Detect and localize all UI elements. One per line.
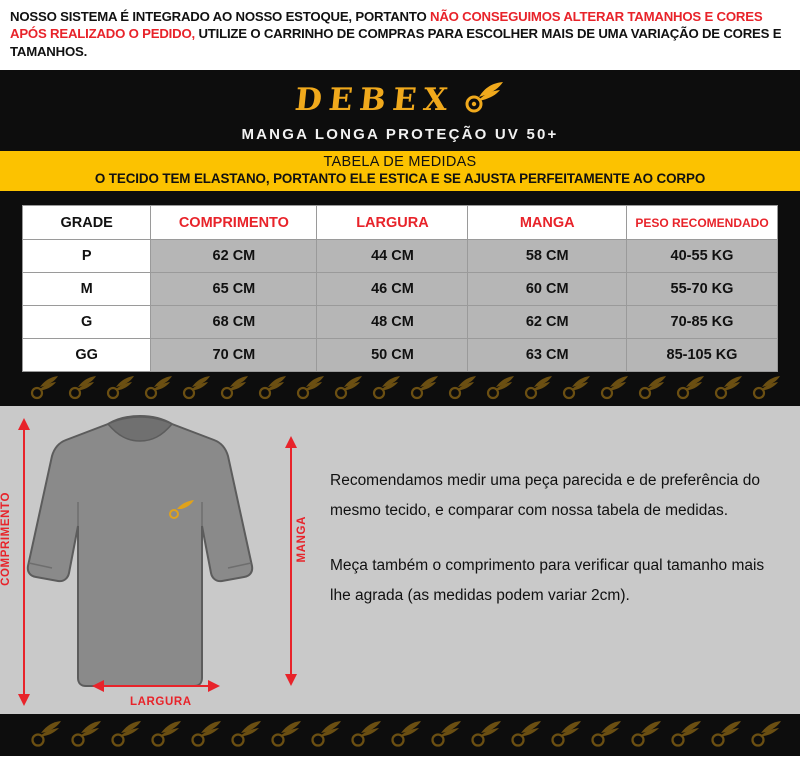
cell-comprimento: 62 CM — [151, 240, 317, 273]
cell-comprimento: 70 CM — [151, 339, 317, 372]
measurements-table — [22, 205, 778, 372]
winged-wheel-pattern-icon — [30, 376, 790, 402]
measurements-table-section — [0, 191, 800, 372]
measurements-banner — [0, 151, 800, 191]
shirt-diagram — [0, 406, 320, 714]
cell-largura: 50 CM — [317, 339, 468, 372]
cell-peso: 40-55 KG — [626, 240, 777, 273]
long-sleeve-shirt-illustration — [0, 406, 320, 714]
label-manga: MANGA — [296, 516, 308, 563]
table-header-comprimento: COMPRIMENTO — [151, 206, 317, 240]
table-header-grade: GRADE — [23, 206, 151, 240]
stock-notice — [0, 0, 800, 70]
cell-manga: 62 CM — [468, 306, 627, 339]
table-row — [23, 240, 778, 273]
instruction-paragraph-2: Meça também o comprimento para verificar qual tamanho mais lhe agrada (as medidas podem variar 2cm). — [330, 557, 765, 604]
brand-header — [0, 70, 800, 151]
cell-grade: GG — [23, 339, 151, 372]
table-header-manga: MANGA — [468, 206, 627, 240]
table-row — [23, 339, 778, 372]
table-row — [23, 306, 778, 339]
notice-text-highlight: NÃO CONSEGUIMOS ALTERAR TAMANHOS E CORES APÓS REALIZADO O PEDIDO, — [10, 9, 763, 42]
cell-largura: 44 CM — [317, 240, 468, 273]
cell-peso: 55-70 KG — [626, 273, 777, 306]
winged-wheel-icon — [461, 81, 505, 120]
notice-text-part2: UTILIZE O CARRINHO DE COMPRAS PARA ESCOLHER MAIS DE UMA VARIAÇÃO DE CORES E TAMANHOS. — [10, 26, 782, 59]
cell-manga: 58 CM — [468, 240, 627, 273]
cell-manga: 60 CM — [468, 273, 627, 306]
cell-peso: 70-85 KG — [626, 306, 777, 339]
table-header-largura: LARGURA — [317, 206, 468, 240]
cell-comprimento: 68 CM — [151, 306, 317, 339]
diagram-section — [0, 406, 800, 714]
banner-title: TABELA DE MEDIDAS — [323, 154, 477, 171]
cell-largura: 46 CM — [317, 273, 468, 306]
cell-grade: M — [23, 273, 151, 306]
winged-wheel-pattern-icon — [30, 720, 790, 750]
wing-pattern-strip-top — [0, 372, 800, 406]
measuring-instructions — [320, 406, 800, 714]
instruction-paragraph-1: Recomendamos medir uma peça parecida e de preferência do mesmo tecido, e comparar com nossa tabela de medidas. — [330, 472, 760, 519]
cell-manga: 63 CM — [468, 339, 627, 372]
brand-wordmark: DEBEX — [293, 82, 457, 119]
notice-text-part1: NOSSO SISTEMA É INTEGRADO AO NOSSO ESTOQUE, PORTANTO — [10, 9, 430, 24]
cell-comprimento: 65 CM — [151, 273, 317, 306]
cell-largura: 48 CM — [317, 306, 468, 339]
brand-subtitle: MANGA LONGA PROTEÇÃO UV 50+ — [241, 126, 559, 144]
table-header-peso: PESO RECOMENDADO — [626, 206, 777, 240]
largura-dimension-arrow — [92, 678, 220, 694]
cell-grade: P — [23, 240, 151, 273]
wing-pattern-strip-bottom — [0, 714, 800, 756]
cell-peso: 85-105 KG — [626, 339, 777, 372]
brand-logo — [0, 80, 800, 120]
table-row — [23, 273, 778, 306]
banner-subtitle: O TECIDO TEM ELASTANO, PORTANTO ELE ESTICA E SE AJUSTA PERFEITAMENTE AO CORPO — [94, 171, 706, 187]
table-header-row — [23, 206, 778, 240]
comprimento-dimension-arrow — [16, 418, 32, 706]
label-comprimento: COMPRIMENTO — [0, 492, 12, 587]
cell-grade: G — [23, 306, 151, 339]
label-largura: LARGURA — [130, 696, 192, 709]
